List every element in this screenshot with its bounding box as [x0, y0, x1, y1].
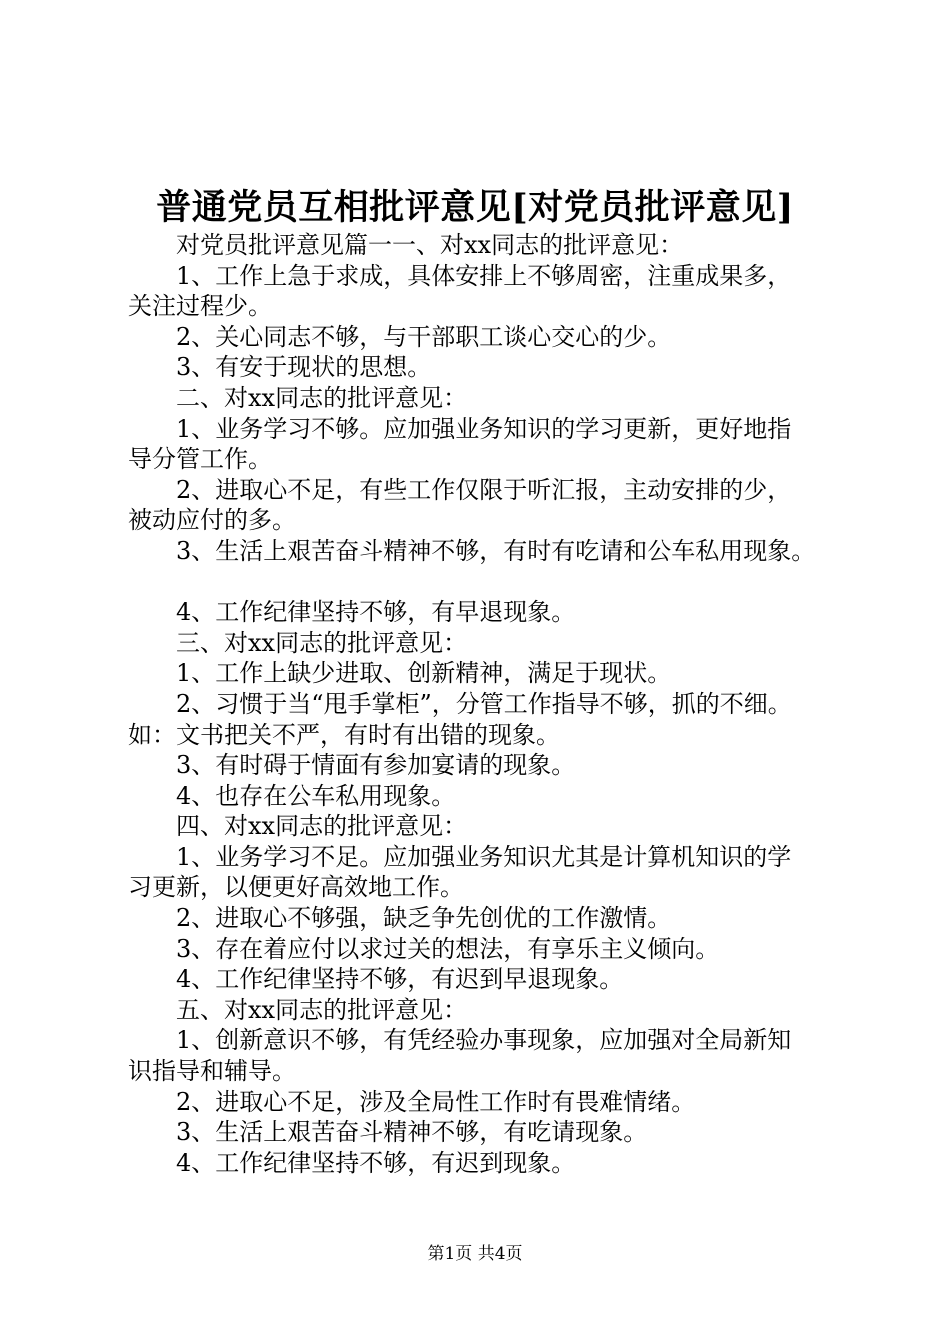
paragraph-line: 2、关心同志不够，与干部职工谈心交心的少。: [176, 322, 672, 351]
paragraph-line: 4、也存在公车私用现象。: [176, 781, 456, 810]
paragraph-line: 3、生活上艰苦奋斗精神不够，有吃请现象。: [176, 1118, 648, 1147]
paragraph-line: 五、对xx同志的批评意见：: [176, 995, 468, 1024]
paragraph-line: 3、存在着应付以求过关的想法，有享乐主义倾向。: [176, 934, 720, 963]
paragraph-line: 1、工作上缺少进取、创新精神，满足于现状。: [176, 659, 672, 688]
document-title: 普通党员互相批评意见[对党员批评意见]: [156, 187, 794, 228]
paragraph-line: 导分管工作。: [128, 445, 272, 474]
paragraph-line: 习更新，以便更好高效地工作。: [128, 873, 464, 902]
paragraph-line: 4、工作纪律坚持不够，有早退现象。: [176, 598, 576, 627]
paragraph-line: 1、业务学习不够。应加强业务知识的学习更新，更好地指: [176, 414, 792, 443]
document-body: [128, 230, 858, 1178]
paragraph-line: 四、对xx同志的批评意见：: [176, 812, 468, 841]
paragraph-line: 3、有时碍于情面有参加宴请的现象。: [176, 751, 576, 780]
paragraph-line: 3、生活上艰苦奋斗精神不够，有时有吃请和公车私用现象。: [176, 536, 816, 565]
paragraph-line: 4、工作纪律坚持不够，有迟到早退现象。: [176, 965, 624, 994]
paragraph-line: 识指导和辅导。: [128, 1057, 296, 1086]
paragraph-line: 2、进取心不足，有些工作仅限于听汇报，主动安排的少，: [176, 475, 792, 504]
paragraph-line: 2、习惯于当“甩手掌柜”，分管工作指导不够，抓的不细。: [176, 689, 792, 718]
paragraph-line: 被动应付的多。: [128, 506, 296, 535]
paragraph-line: 1、工作上急于求成，具体安排上不够周密，注重成果多，: [176, 261, 792, 290]
paragraph-line: 对党员批评意见篇一一、对xx同志的批评意见：: [176, 231, 684, 259]
paragraph-line: 关注过程少。: [128, 292, 272, 321]
paragraph-line: 三、对xx同志的批评意见：: [176, 628, 468, 657]
paragraph-line: 如：文书把关不严，有时有出错的现象。: [128, 720, 560, 749]
paragraph-line: 1、业务学习不足。应加强业务知识尤其是计算机知识的学: [176, 842, 792, 871]
paragraph-line: 二、对xx同志的批评意见：: [176, 383, 468, 412]
paragraph-line: 3、有安于现状的思想。: [176, 353, 432, 382]
page-footer: 第1页 共4页: [427, 1244, 523, 1264]
paragraph-line: 2、进取心不足，涉及全局性工作时有畏难情绪。: [176, 1087, 696, 1116]
paragraph-line: 2、进取心不够强，缺乏争先创优的工作激情。: [176, 904, 672, 933]
paragraph-line: 1、创新意识不够，有凭经验办事现象，应加强对全局新知: [176, 1026, 792, 1055]
blank-line: [128, 567, 858, 598]
paragraph-line: 4、工作纪律坚持不够，有迟到现象。: [176, 1148, 576, 1177]
